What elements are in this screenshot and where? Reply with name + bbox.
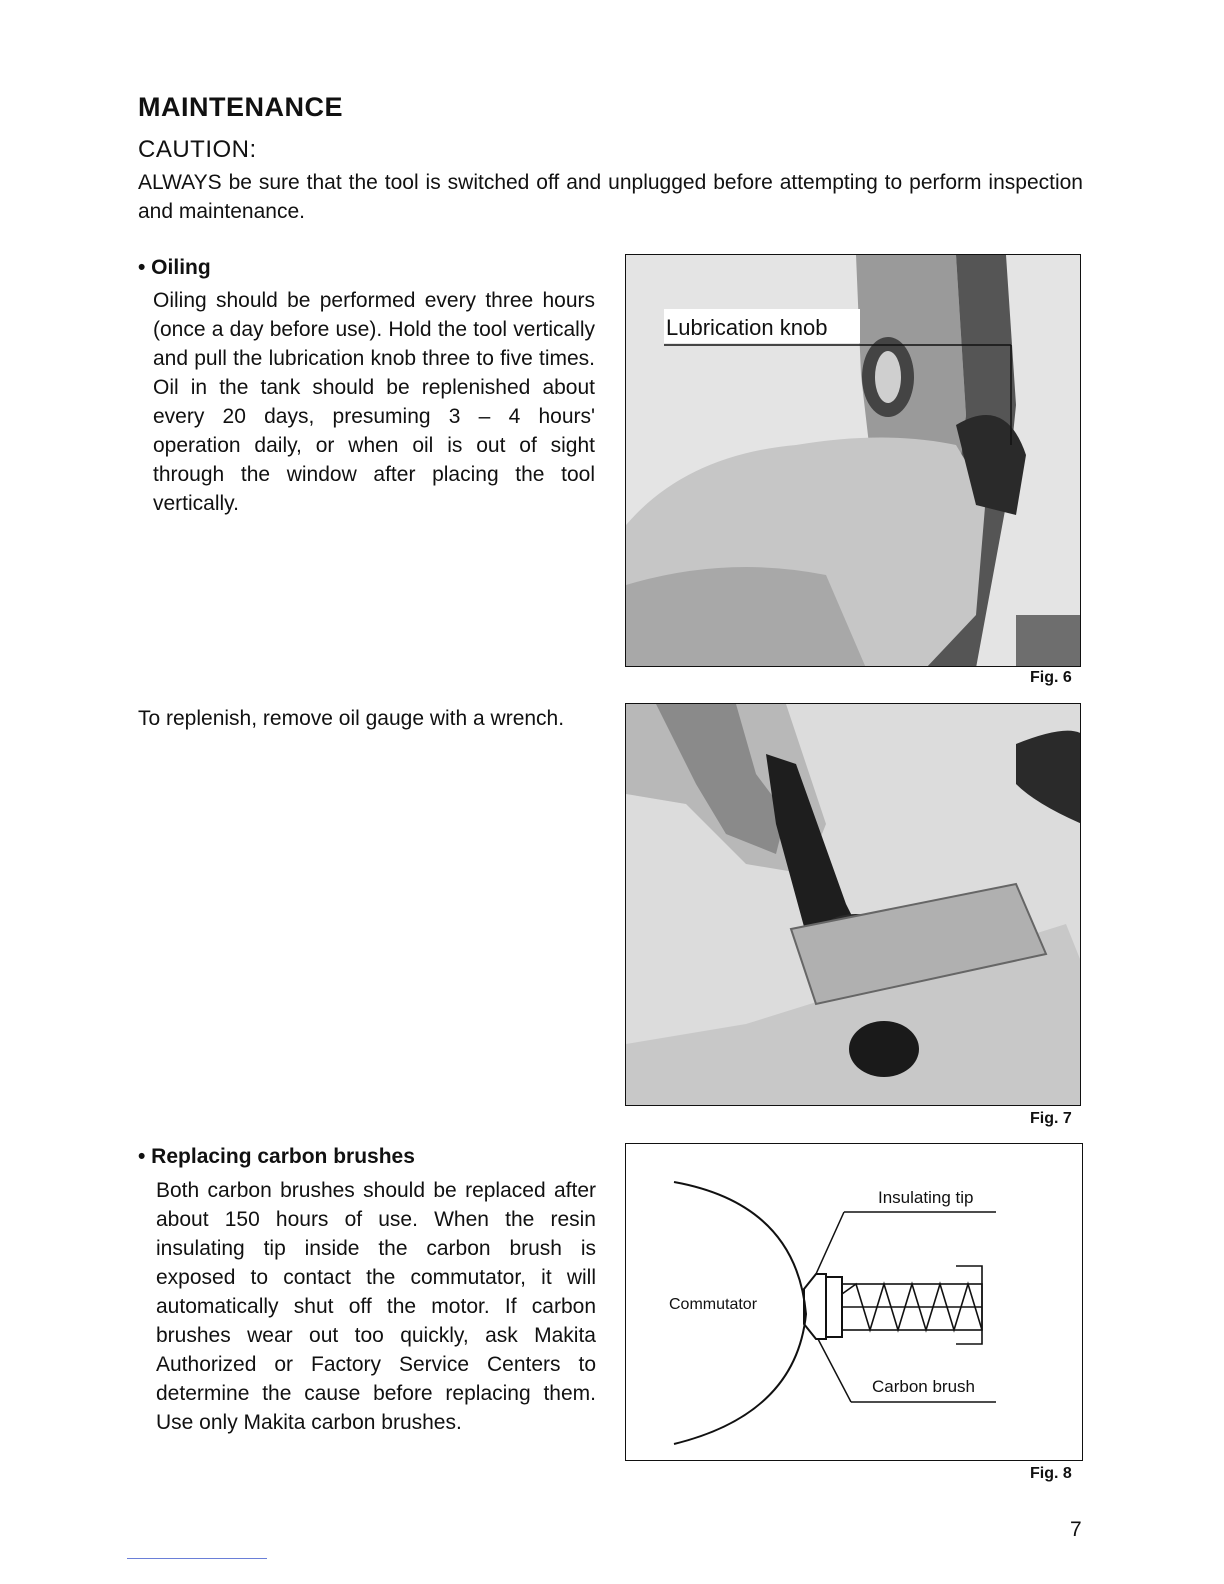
fig6-caption: Fig. 6 <box>1030 669 1072 686</box>
brushes-title: • Replacing carbon brushes <box>138 1145 415 1168</box>
fig7-photo <box>625 703 1081 1106</box>
section-title: MAINTENANCE <box>138 92 343 122</box>
fig6-photo <box>625 254 1081 667</box>
fig8-diagram <box>625 1143 1083 1461</box>
fig8-caption: Fig. 8 <box>1030 1465 1072 1482</box>
fig8-label-insulating-tip: Insulating tip <box>878 1188 974 1207</box>
fig6-label-lubrication-knob: Lubrication knob <box>666 315 828 340</box>
caution-text: ALWAYS be sure that the tool is switched off and unplugged before attempting to perform inspection and maintenance. <box>138 171 1083 223</box>
oiling-title: • Oiling <box>138 256 211 279</box>
replenish-text: To replenish, remove oil gauge with a wrench. <box>138 707 565 730</box>
fig7-caption: Fig. 7 <box>1030 1110 1072 1127</box>
caution-label: CAUTION: <box>138 136 257 163</box>
brushes-text: Both carbon brushes should be replaced after about 150 hours of use. When the resin insulating tip inside the carbon brush is exposed to contact the commutator, it will automatically shut off the motor. If carbon brushes wear out too quickly, ask Makita Authorized or Factory Service Centers to determine the cause before replacing them. Use only Makita carbon brushes. <box>156 1179 596 1434</box>
footer-line <box>127 1558 267 1559</box>
fig7-illustration <box>626 704 1081 1106</box>
fig8-label-carbon-brush: Carbon brush <box>872 1377 976 1396</box>
fig8-label-commutator: Commutator <box>669 1296 758 1313</box>
page-number: 7 <box>1070 1518 1082 1541</box>
oiling-text: Oiling should be performed every three hours (once a day before use). Hold the tool vertically and pull the lubrication knob three to five times. Oil in the tank should be replenished about every 20 days, presuming 3 – 4 hours' operation daily, or when oil is out of sight through the window after placing the tool vertically. <box>153 289 595 515</box>
